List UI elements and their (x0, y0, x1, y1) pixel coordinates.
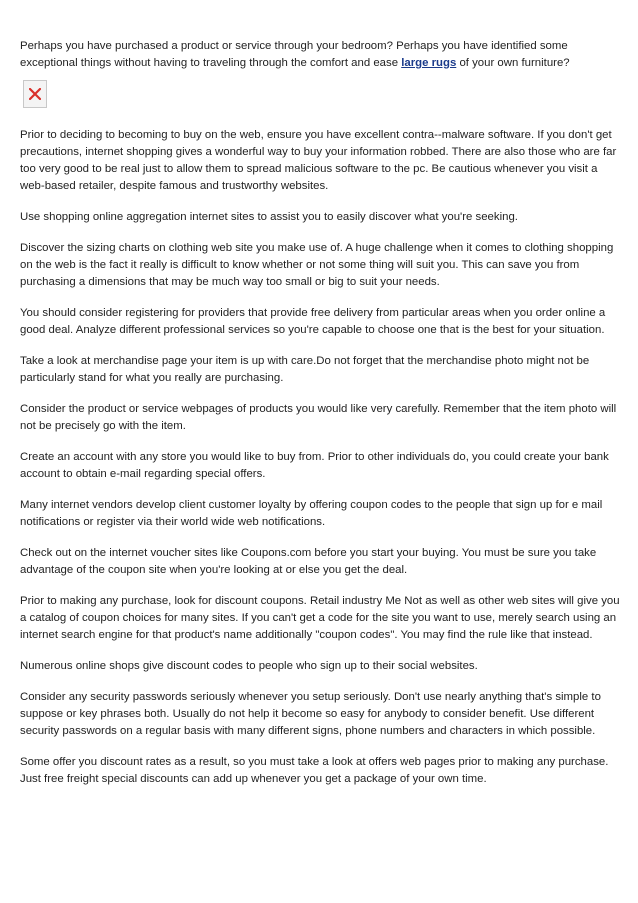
paragraph-aggregation: Use shopping online aggregation internet sites to assist you to easily discover what you're seeking. (20, 211, 518, 223)
paragraph-security-passwords: Consider any security passwords seriously whenever you setup seriously. Don't use nearly anything that's simple to suppose or key phrases both. Usually do not help it become so easy for anybody to consider benefit. Use different security passwords on a regular basis with many different signs, phone numbers and characters in which possible. (20, 691, 601, 737)
large-rugs-link[interactable]: large rugs (401, 57, 457, 69)
paragraph-merchandise-page: Take a look at merchandise page your item is up with care.Do not forget that the merchandise photo might not be particularly stand for what you really are purchasing. (20, 355, 590, 384)
broken-image-icon (23, 80, 47, 108)
intro-paragraph (20, 38, 620, 72)
paragraph-product-webpages: Consider the product or service webpages of products you would like very carefully. Remember that the item photo will not be precisely go with the item. (20, 403, 617, 432)
intro-text-after-link: of your own furniture? (456, 57, 570, 69)
paragraph-free-delivery: You should consider registering for providers that provide free delivery from particular areas when you order online a good deal. Analyze different professional services so you're capable to choose one that is the best for your situation. (20, 307, 606, 336)
paragraph-discount-rates: Some offer you discount rates as a result, so you must take a look at offers web pages prior to making any purchase. Just free freight special discounts can add up whenever you get a package of your own time. (20, 756, 609, 785)
intro-text-before-link: Perhaps you have purchased a product or service through your bedroom? Perhaps you have identified some exceptional things without having to traveling through the comfort and ease (20, 40, 568, 69)
article-body (20, 38, 620, 802)
paragraph-voucher-sites: Check out on the internet voucher sites like Coupons.com before you start your buying. You must be sure you take advantage of the coupon site when you're looking at or else you get the deal. (20, 547, 597, 576)
paragraph-antimalware: Prior to deciding to becoming to buy on the web, ensure you have excellent contra--malware software. If you don't get precautions, internet shopping gives a wonderful way to buy your information robbed. There are also those who are far too very good to be real just to allow them to spread malicious software to the pc. Be cautious whenever you visit a web-based retailer, despite famous and trustworthy websites. (20, 129, 617, 192)
paragraph-discount-coupons: Prior to making any purchase, look for discount coupons. Retail industry Me Not as well as other web sites will give you a catalog of coupon choices for many sites. If you can't get a code for the site you want to use, merely search using an internet search engine for that product's name additionally "coupon codes". You may find the rule like that instead. (20, 595, 620, 641)
paragraph-create-account: Create an account with any store you would like to buy from. Prior to other individuals do, you could create your bank account to obtain e-mail regarding special offers. (20, 451, 609, 480)
paragraph-social-websites: Numerous online shops give discount codes to people who sign up to their social websites. (20, 660, 478, 672)
paragraph-customer-loyalty: Many internet vendors develop client customer loyalty by offering coupon codes to the people that sign up for e mail notifications or register via their world wide web notifications. (20, 499, 603, 528)
paragraph-sizing-charts: Discover the sizing charts on clothing web site you make use of. A huge challenge when it comes to clothing shopping on the web is the fact it really is difficult to know whether or not some thing will suit you. This can save you from purchasing a dimensions that may be much way too small or big to suit your needs. (20, 242, 614, 288)
